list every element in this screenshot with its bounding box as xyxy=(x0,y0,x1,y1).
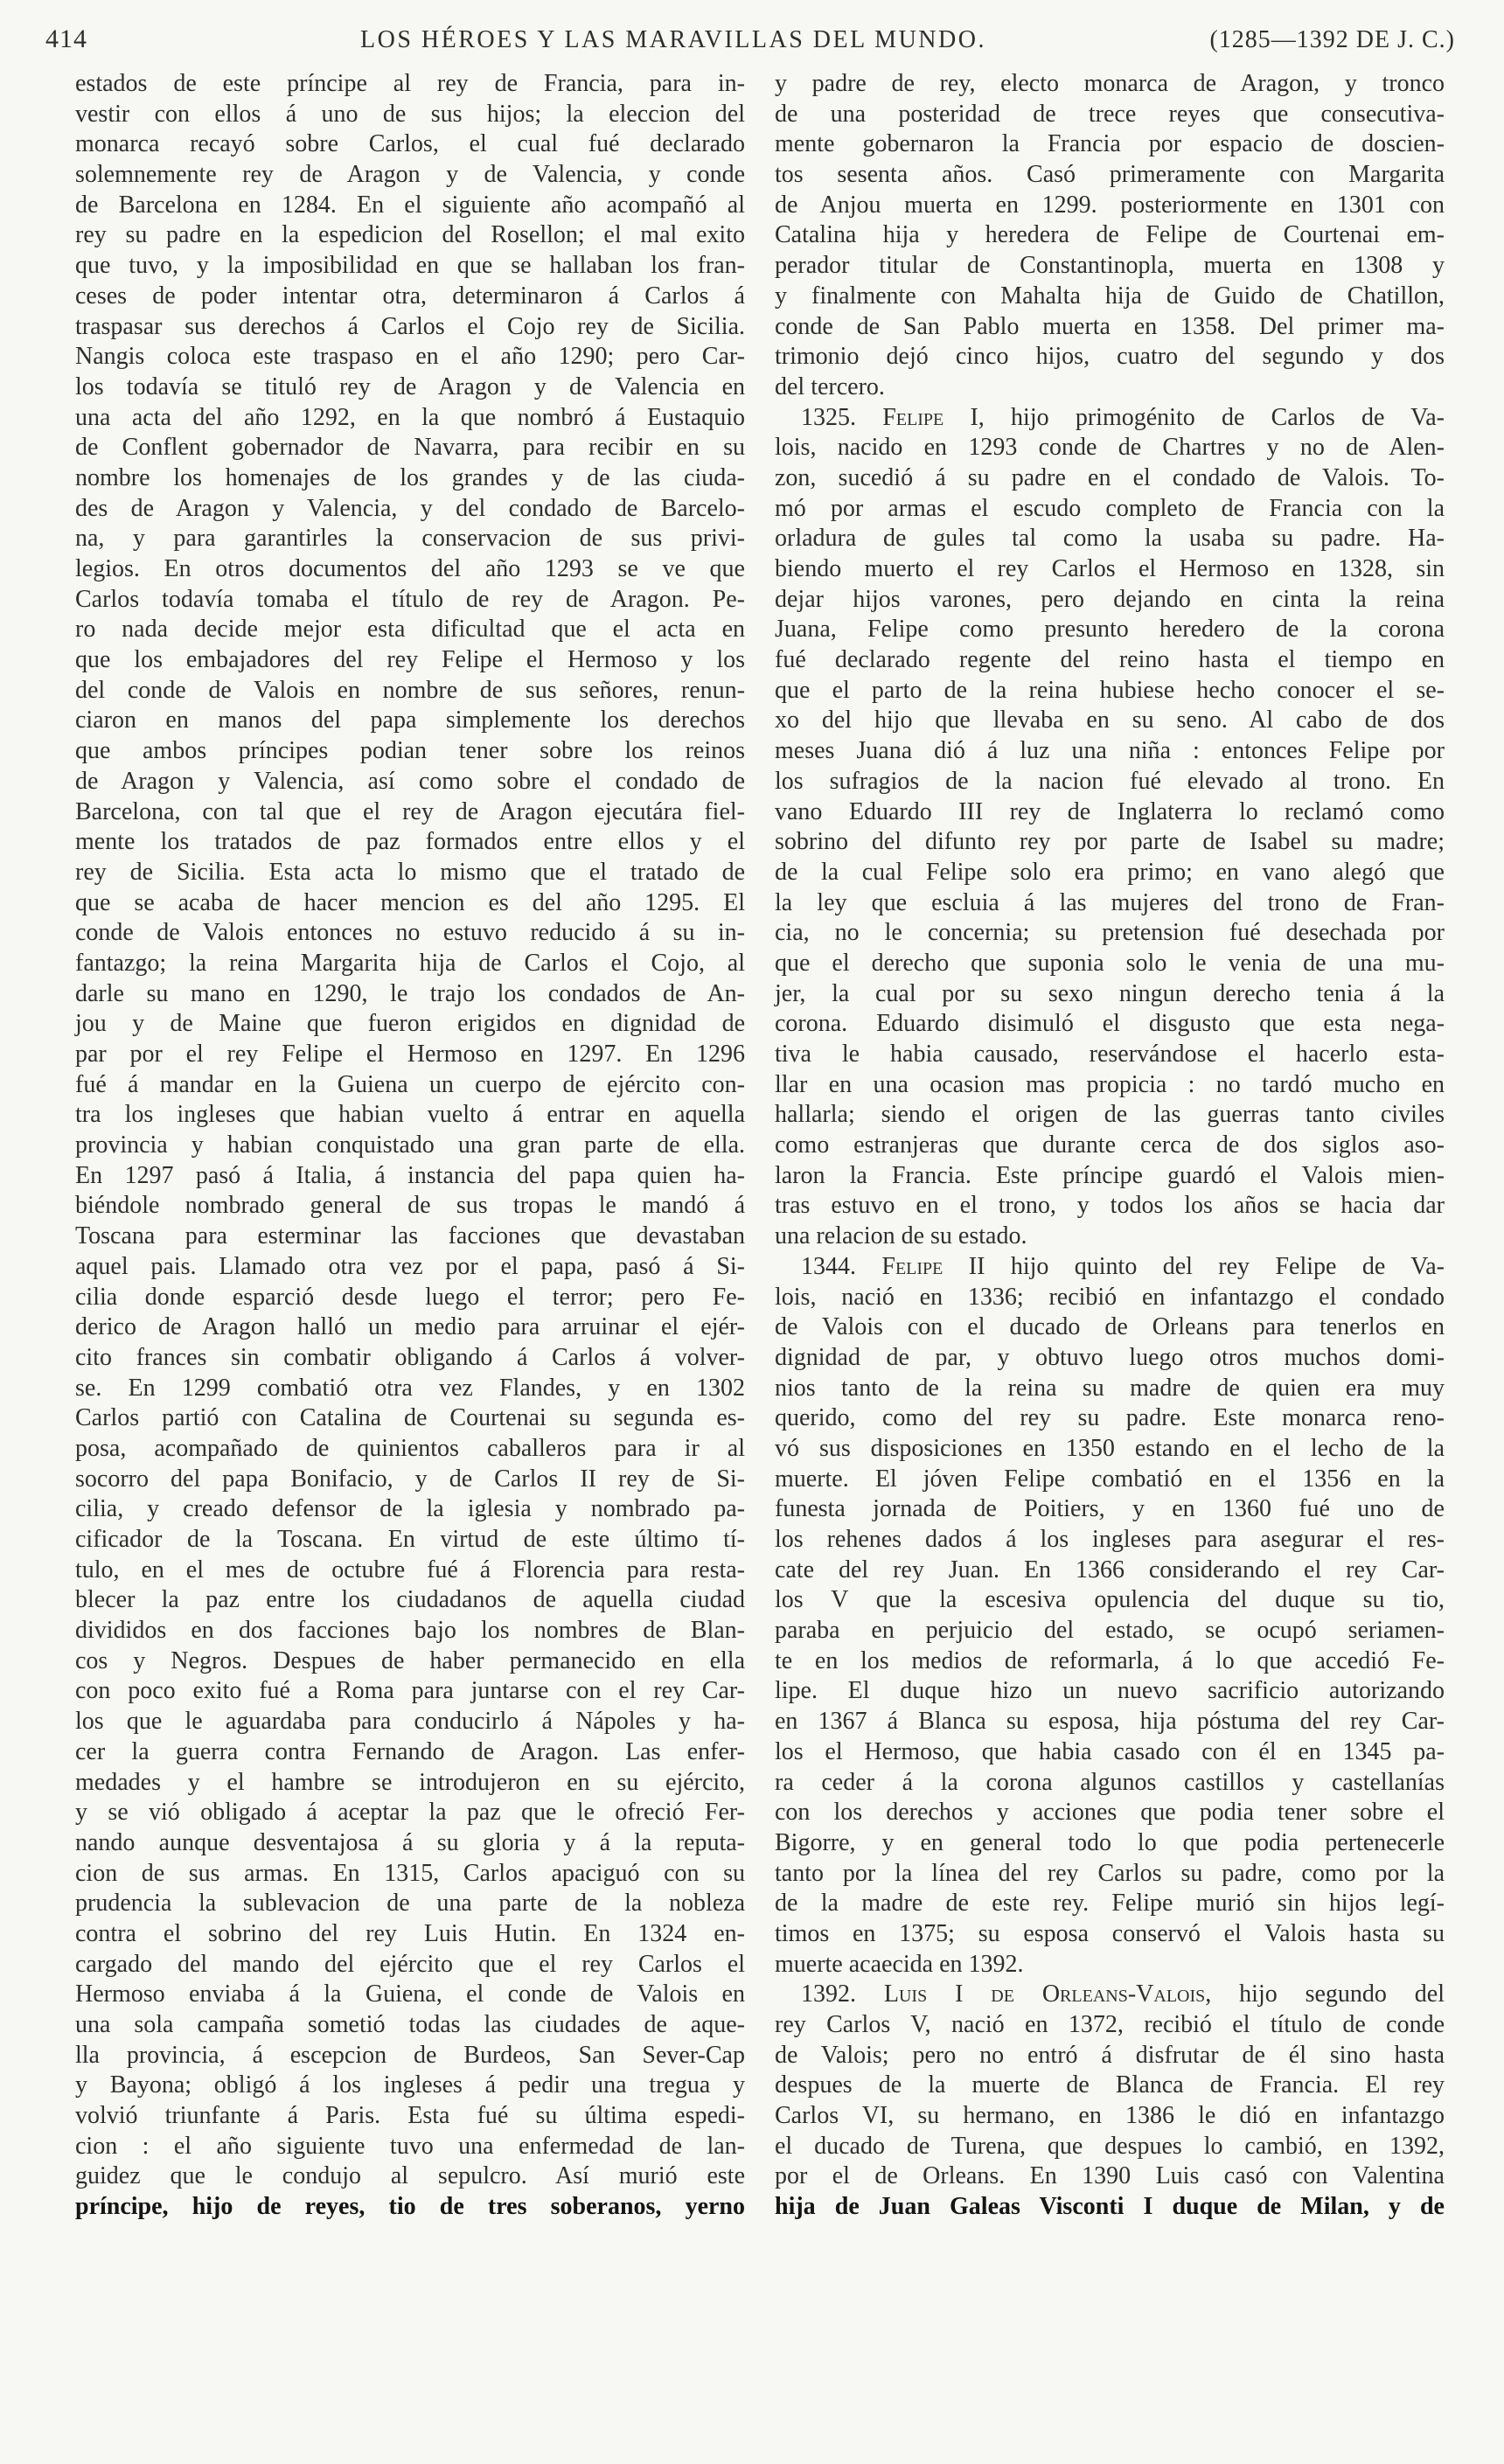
text-line: el ducado de Turena, que despues lo cambió, en 1392, xyxy=(775,2132,1445,2160)
text-line: lipe. El duque hizo un nuevo sacrificio autorizando xyxy=(775,1677,1445,1705)
text-line: volvió triunfante á Paris. Esta fué su última espedi- xyxy=(75,2102,745,2130)
text-line: monarca recayó sobre Carlos, el cual fué declarado xyxy=(75,130,745,158)
text-line: biéndole nombrado general de sus tropas le mandó á xyxy=(75,1192,745,1220)
text-line: trimonio dejó cinco hijos, cuatro del segundo y dos xyxy=(775,343,1445,371)
text-line: cate del rey Juan. En 1366 considerando el rey Car- xyxy=(775,1556,1445,1584)
text-line: que los embajadores del rey Felipe el Hermoso y los xyxy=(75,646,745,674)
text-line xyxy=(775,403,1445,434)
text-line: los el Hermoso, que habia casado con él en 1345 pa- xyxy=(775,1737,1445,1765)
text-line: lois, nació en 1336; recibió en infantazgo el condado xyxy=(775,1283,1445,1311)
text-line: una acta del año 1292, en la que nombró á Eustaquio xyxy=(75,403,745,431)
text-line: na, y para garantirles la conservacion de sus privi- xyxy=(75,525,745,553)
paragraph-number: 1392. xyxy=(801,1980,856,2008)
text-line: y padre de rey, electo monarca de Aragon, y tronco xyxy=(775,70,1445,97)
text-line: Hermoso enviaba á la Guiena, el conde de Valois en xyxy=(75,1980,745,2008)
text-line: rey Carlos V, nació en 1372, recibió el título de conde xyxy=(775,2011,1445,2038)
text-line: del tercero. xyxy=(775,372,885,400)
text-line: lla provincia, á escepcion de Burdeos, San Sever-Cap xyxy=(75,2041,745,2069)
text-line: conde de Valois entonces no estuvo reducido á su in- xyxy=(75,919,745,947)
text-line: dejar hijos varones, pero dejando en cinta la reina xyxy=(775,585,1445,613)
text-line: la ley que escluia á las mujeres del trono de Fran- xyxy=(775,888,1445,916)
text-line: de la cual Felipe solo era primo; en vano alegó que xyxy=(775,858,1445,886)
text-line: meses Juana dió á luz una niña : entonces Felipe por xyxy=(775,737,1445,765)
text-line: como estranjeras que durante cerca de dos siglos aso- xyxy=(775,1131,1445,1159)
text-line: mente los tratados de paz formados entre ellos y el xyxy=(75,828,745,856)
text-line: ro nada decide mejor esta dificultad que el acta en xyxy=(75,616,745,644)
text-line: fantazgo; la reina Margarita hija de Carlos el Cojo, al xyxy=(75,949,745,977)
text-line: de Valois con el ducado de Orleans para tenerlos en xyxy=(775,1313,1445,1341)
text-line: socorro del papa Bonifacio, y de Carlos II rey de Si- xyxy=(75,1465,745,1493)
text-line: tulo, en el mes de octubre fué á Florencia para resta- xyxy=(75,1556,745,1584)
text-line: Carlos VI, su hermano, en 1386 le dió en infantazgo xyxy=(775,2102,1445,2130)
text-line: de Aragon y Valencia, así como sobre el condado de xyxy=(75,767,745,795)
text-line: fué declarado regente del reino hasta el tiempo en xyxy=(775,646,1445,674)
text-line: xo del hijo que llevaba en su seno. Al cabo de dos xyxy=(775,706,1445,734)
text-line: legios. En otros documentos del año 1293 se ve que xyxy=(75,555,745,582)
text-line: cificador de la Toscana. En virtud de este último tí- xyxy=(75,1526,745,1553)
text-line: los que le aguardaba para conducirlo á Nápoles y ha- xyxy=(75,1708,745,1736)
text-line: Toscana para esterminar las facciones que devastaban xyxy=(75,1222,745,1250)
text-line: tanto por la línea del rey Carlos su padre, como por la xyxy=(775,1859,1445,1887)
text-line: perador titular de Constantinopla, muerta en 1308 y xyxy=(775,252,1445,280)
text-line: que ambos príncipes podian tener sobre los reinos xyxy=(75,737,745,765)
text-line: orladura de gules tal como la usaba su padre. Ha- xyxy=(775,525,1445,553)
running-title: LOS HÉROES Y LAS MARAVILLAS DEL MUNDO. xyxy=(360,26,986,53)
text-line: y se vió obligado á aceptar la paz que le ofreció Fer- xyxy=(75,1799,745,1827)
line-text: hijo quinto del rey Felipe de Va- xyxy=(985,1252,1445,1280)
text-line: darle su mano en 1290, le trajo los condados de An- xyxy=(75,979,745,1007)
text-line: lois, nacido en 1293 conde de Chartres y no de Alen- xyxy=(775,434,1445,462)
text-line: Juana, Felipe como presunto heredero de la corona xyxy=(775,616,1445,644)
text-line: con los derechos y acciones que podia tener sobre el xyxy=(775,1799,1445,1827)
text-line: guidez que le condujo al sepulcro. Así murió este xyxy=(75,2162,745,2190)
text-line: jer, la cual por su sexo ningun derecho tenia á la xyxy=(775,979,1445,1007)
text-line: de Anjou muerta en 1299. posteriormente en 1301 con xyxy=(775,191,1445,219)
text-line: cer la guerra contra Fernando de Aragon. Las enfer- xyxy=(75,1737,745,1765)
text-line: conde de San Pablo muerta en 1358. Del primer ma- xyxy=(775,312,1445,340)
text-line: corona. Eduardo disimuló el disgusto que esta nega- xyxy=(775,1010,1445,1038)
text-line: querido, como del rey su padre. Este monarca reno- xyxy=(775,1404,1445,1432)
text-line: rey de Sicilia. Esta acta lo mismo que el tratado de xyxy=(75,858,745,886)
text-line: nios tanto de la reina su madre de quien era muy xyxy=(775,1374,1445,1402)
text-line: los V que la escesiva opulencia del duque su tio, xyxy=(775,1586,1445,1614)
text-line: posa, acompañado de quinientos caballeros para ir al xyxy=(75,1434,745,1462)
text-line: funesta jornada de Poitiers, y en 1360 fué uno de xyxy=(775,1495,1445,1523)
text-line: Bigorre, y en general todo lo que podia pertenecerle xyxy=(775,1828,1445,1856)
text-line: vestir con ellos á uno de sus hijos; la eleccion del xyxy=(75,100,745,128)
text-line: de la madre de este rey. Felipe murió sin hijos legí- xyxy=(775,1890,1445,1918)
text-line xyxy=(775,1980,1445,2010)
text-line: ra ceder á la corona algunos castillos y castellanías xyxy=(775,1768,1445,1796)
text-line: mó por armas el escudo completo de Francia con la xyxy=(775,494,1445,522)
text-line: aquel pais. Llamado otra vez por el papa, pasó á Si- xyxy=(75,1252,745,1280)
text-line: Nangis coloca este traspaso en el año 1290; pero Car- xyxy=(75,343,745,371)
text-line: cargado del mando del ejército que el rey Carlos el xyxy=(75,1950,745,1978)
text-line: con poco exito fué a Roma para juntarse con el rey Car- xyxy=(75,1677,745,1705)
entry-name: Felipe I, xyxy=(856,403,985,431)
page-number: 414 xyxy=(45,24,87,53)
text-line: ceses de poder intentar otra, determinaron á Carlos á xyxy=(75,282,745,310)
text-line: te en los medios de reformarla, á lo que accedió Fe- xyxy=(775,1646,1445,1674)
text-line: nando aunque desventajosa á su gloria y á la reputa- xyxy=(75,1828,745,1856)
left-column xyxy=(75,69,745,2223)
paragraph-number: 1344. xyxy=(801,1252,856,1280)
text-line: los todavía se tituló rey de Aragon y de Valencia en xyxy=(75,372,745,400)
text-line: los rehenes dados á los ingleses para asegurar el res- xyxy=(775,1526,1445,1553)
text-line: y Bayona; obligó á los ingleses á pedir una tregua y xyxy=(75,2071,745,2099)
text-line: los sufragios de la nacion fué elevado al trono. En xyxy=(775,767,1445,795)
text-line: dignidad de par, y obtuvo luego otros muchos domi- xyxy=(775,1343,1445,1371)
text-line: cion : el año siguiente tuvo una enfermedad de lan- xyxy=(75,2132,745,2160)
text-line: derico de Aragon halló un medio para arruinar el ejér- xyxy=(75,1313,745,1341)
text-line: sobrino del difunto rey por parte de Isabel su madre; xyxy=(775,828,1445,856)
text-line: que tuvo, y la imposibilidad en que se hallaban los fran- xyxy=(75,252,745,280)
text-line: par por el rey Felipe el Hermoso en 1297. En 1296 xyxy=(75,1041,745,1068)
text-line: contra el sobrino del rey Luis Hutin. En 1324 en- xyxy=(75,1919,745,1947)
text-line: de Barcelona en 1284. En el siguiente año acompañó al xyxy=(75,191,745,219)
text-line: prudencia la sublevacion de una parte de la nobleza xyxy=(75,1890,745,1918)
text-line: príncipe, hijo de reyes, tio de tres soberanos, yerno xyxy=(75,2193,745,2221)
text-line: tra los ingleses que habian vuelto á entrar en aquella xyxy=(75,1101,745,1129)
text-line: timos en 1375; su esposa conservó el Valois hasta su xyxy=(775,1919,1445,1947)
entry-name: Felipe II xyxy=(856,1252,985,1280)
text-line: nombre los homenajes de los grandes y de las ciuda- xyxy=(75,463,745,491)
text-line: laron la Francia. Este príncipe guardó el Valois mien- xyxy=(775,1161,1445,1189)
text-line: rey su padre en la espedicion del Rosellon; el mal exito xyxy=(75,221,745,249)
text-line: blecer la paz entre los ciudadanos de aquella ciudad xyxy=(75,1586,745,1614)
text-line: tiva le habia causado, reservándose el hacerlo esta- xyxy=(775,1041,1445,1068)
text-line: que el derecho que suponia solo le venia de una mu- xyxy=(775,949,1445,977)
text-line: biendo muerto el rey Carlos el Hermoso en 1328, sin xyxy=(775,555,1445,582)
text-line: de una posteridad de trece reyes que consecutiva- xyxy=(775,100,1445,128)
text-line: una sola campaña sometió todas las ciudades de aque- xyxy=(75,2011,745,2038)
text-line: que se acaba de hacer mencion es del año 1295. El xyxy=(75,888,745,916)
text-line: y finalmente con Mahalta hija de Guido de Chatillon, xyxy=(775,282,1445,310)
text-line: cilia, y creado defensor de la iglesia y nombrado pa- xyxy=(75,1495,745,1523)
text-line: se. En 1299 combatió otra vez Flandes, y en 1302 xyxy=(75,1374,745,1402)
text-line: que el parto de la reina hubiese hecho conocer el se- xyxy=(775,676,1445,704)
entry-name: Luis I de Orleans-Valois, xyxy=(856,1980,1212,2008)
text-line: tos sesenta años. Casó primeramente con Margarita xyxy=(775,161,1445,189)
text-line: zon, sucedió á su padre en el condado de Valois. To- xyxy=(775,463,1445,491)
text-line: vano Eduardo III rey de Inglaterra lo reclamó como xyxy=(775,797,1445,825)
text-line: hija de Juan Galeas Visconti I duque de Milan, y de xyxy=(775,2193,1445,2221)
running-dates: (1285—1392 DE J. C.) xyxy=(1209,26,1455,53)
text-line: del conde de Valois en nombre de sus señores, renun- xyxy=(75,676,745,704)
text-line: medades y el hambre se introdujeron en su ejército, xyxy=(75,1768,745,1796)
paragraph-number: 1325. xyxy=(801,403,856,431)
text-line: de Conflent gobernador de Navarra, para recibir en su xyxy=(75,434,745,462)
text-line: provincia y habian conquistado una gran parte de ella. xyxy=(75,1131,745,1159)
text-line: divididos en dos facciones bajo los nombres de Blan- xyxy=(75,1617,745,1645)
text-line: muerte acaecida en 1392. xyxy=(775,1950,1024,1978)
text-line: estados de este príncipe al rey de Francia, para in- xyxy=(75,70,745,97)
text-line: cion de sus armas. En 1315, Carlos apaciguó con su xyxy=(75,1859,745,1887)
text-line: de Valois; pero no entró á disfrutar de él sino hasta xyxy=(775,2041,1445,2069)
text-line: cito frances sin combatir obligando á Carlos á volver- xyxy=(75,1343,745,1371)
text-line: Catalina hija y heredera de Felipe de Courtenai em- xyxy=(775,221,1445,249)
text-line: des de Aragon y Valencia, y del condado de Barcelo- xyxy=(75,494,745,522)
text-line: muerte. El jóven Felipe combatió en el 1356 en la xyxy=(775,1465,1445,1493)
text-line: Carlos partió con Catalina de Courtenai su segunda es- xyxy=(75,1404,745,1432)
right-column xyxy=(775,69,1445,2223)
text-line: Barcelona, con tal que el rey de Aragon ejecutára fiel- xyxy=(75,797,745,825)
line-text: hijo segundo del xyxy=(1211,1980,1445,2008)
text-line: vó sus disposiciones en 1350 estando en el lecho de la xyxy=(775,1434,1445,1462)
text-line xyxy=(775,1252,1445,1283)
text-line: cilia donde esparció desde luego el terror; pero Fe- xyxy=(75,1283,745,1311)
text-line: despues de la muerte de Blanca de Francia. El rey xyxy=(775,2071,1445,2099)
text-line: mente gobernaron la Francia por espacio de doscien- xyxy=(775,130,1445,158)
text-line: Carlos todavía tomaba el título de rey de Aragon. Pe- xyxy=(75,585,745,613)
text-line: cia, no le concernia; su pretension fué desechada por xyxy=(775,919,1445,947)
text-line: tras estuvo en el trono, y todos los años se hacia dar xyxy=(775,1192,1445,1220)
text-line: ciaron en manos del papa simplemente los derechos xyxy=(75,706,745,734)
text-line: cos y Negros. Despues de haber permanecido en ella xyxy=(75,1646,745,1674)
text-line: paraba en perjuicio del estado, se ocupó seriamen- xyxy=(775,1617,1445,1645)
text-line: llar en una ocasion mas propicia : no tardó mucho en xyxy=(775,1070,1445,1098)
text-line: En 1297 pasó á Italia, á instancia del papa quien ha- xyxy=(75,1161,745,1189)
text-line: traspasar sus derechos á Carlos el Cojo rey de Sicilia. xyxy=(75,312,745,340)
text-line: en 1367 á Blanca su esposa, hija póstuma del rey Car- xyxy=(775,1708,1445,1736)
text-line: jou y de Maine que fueron erigidos en dignidad de xyxy=(75,1010,745,1038)
text-line: por el de Orleans. En 1390 Luis casó con Valentina xyxy=(775,2162,1445,2190)
text-line: solemnemente rey de Aragon y de Valencia, y conde xyxy=(75,161,745,189)
line-text: hijo primogénito de Carlos de Va- xyxy=(984,403,1445,431)
text-line: hallarla; siendo el origen de las guerras tanto civiles xyxy=(775,1101,1445,1129)
text-line: una relacion de su estado. xyxy=(775,1222,1027,1250)
text-line: fué á mandar en la Guiena un cuerpo de ejército con- xyxy=(75,1070,745,1098)
